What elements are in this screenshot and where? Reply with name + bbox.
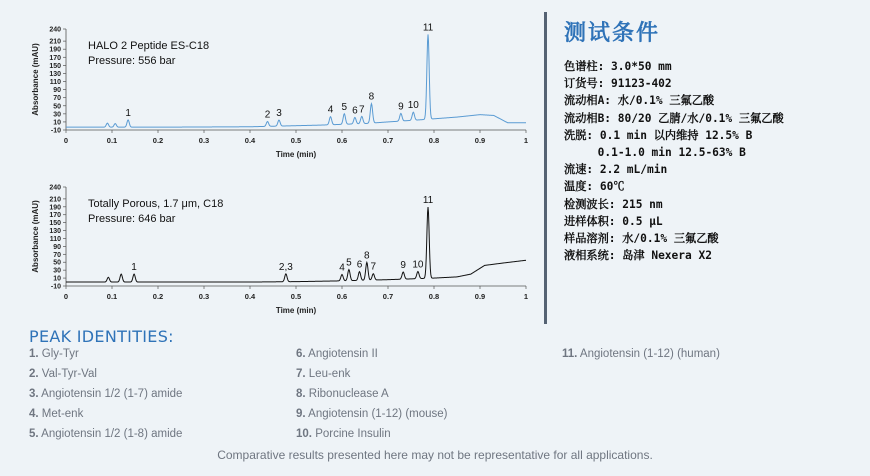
peak-name: Porcine Insulin <box>312 428 391 440</box>
peak-number: 8. <box>296 388 306 400</box>
x-tick-label: 0.5 <box>290 136 302 145</box>
x-tick-label: 0.4 <box>244 292 256 301</box>
peak-identity-item <box>296 368 350 380</box>
x-tick-label: 0 <box>63 136 69 145</box>
peak-label: 7 <box>370 261 377 273</box>
x-tick-label: 0.8 <box>428 292 440 301</box>
peak-number: 1. <box>29 348 39 360</box>
x-axis-label: Time (min) <box>275 306 317 315</box>
condition-line: 0.1-1.0 min 12.5-63% B <box>564 146 746 160</box>
peak-name: Met-enk <box>38 408 84 420</box>
x-axis-label: Time (min) <box>275 150 317 159</box>
peak-label: 7 <box>358 104 365 116</box>
peak-identity-item <box>29 368 97 380</box>
footer-disclaimer: Comparative results presented here may not be representative for all applications. <box>217 448 653 462</box>
peak-label: 3 <box>276 108 282 120</box>
conditions-title: 测试条件 <box>564 21 661 46</box>
x-tick-label: 0.4 <box>244 136 256 145</box>
x-tick-label: 0.7 <box>382 136 394 145</box>
y-tick-label: 110 <box>49 235 61 243</box>
y-axis-label: Absorbance (mAU) <box>31 200 40 273</box>
x-tick-label: 1 <box>523 136 529 145</box>
peak-identities-title: PEAK IDENTITIES: <box>29 327 174 346</box>
peak-name: Angiotensin 1/2 (1-8) amide <box>38 428 183 440</box>
condition-line: 订货号: 91123-402 <box>564 77 672 91</box>
x-tick-label: 0.3 <box>198 136 210 145</box>
y-tick-label: 50 <box>53 103 61 111</box>
condition-line: 样品溶剂: 水/0.1% 三氟乙酸 <box>564 232 719 246</box>
peak-label: 10 <box>412 259 424 271</box>
peak-number: 11. <box>562 348 578 360</box>
x-tick-label: 1 <box>523 292 529 301</box>
peak-name: Angiotensin 1/2 (1-7) amide <box>38 388 183 400</box>
peak-identity-item <box>296 348 378 360</box>
condition-line: 进样体积: 0.5 μL <box>564 214 663 228</box>
y-tick-label: 90 <box>53 243 61 251</box>
y-tick-label: 10 <box>53 119 61 127</box>
x-tick-label: 0.1 <box>106 292 118 301</box>
chart-title: HALO 2 Peptide ES-C18 <box>88 40 210 52</box>
peak-label: 8 <box>364 250 370 262</box>
y-tick-label: 130 <box>49 70 61 78</box>
peak-name: Angiotensin (1-12) (human) <box>577 348 720 360</box>
peak-identity-item <box>29 408 83 420</box>
peak-name: Angiotensin II <box>305 348 378 360</box>
chart-subtitle: Pressure: 556 bar <box>88 55 176 67</box>
condition-line: 温度: 60℃ <box>564 180 625 194</box>
peak-identity-item <box>296 408 448 420</box>
y-tick-label: 30 <box>53 111 61 119</box>
peak-label: 4 <box>339 262 345 274</box>
y-tick-label: 70 <box>53 251 61 259</box>
peak-identity-item <box>29 348 79 360</box>
y-tick-label: -10 <box>50 127 61 135</box>
y-axis-label: Absorbance (mAU) <box>31 43 40 116</box>
condition-line: 流动相B: 80/20 乙腈/水/0.1% 三氟乙酸 <box>564 111 784 125</box>
x-tick-label: 0.2 <box>152 292 164 301</box>
chart-subtitle: Pressure: 646 bar <box>88 213 176 225</box>
y-tick-label: 30 <box>53 267 61 275</box>
peak-number: 3. <box>29 388 39 400</box>
y-tick-label: 240 <box>49 26 61 34</box>
y-tick-label: 130 <box>49 228 61 236</box>
x-tick-label: 0.3 <box>198 292 210 301</box>
y-tick-label: 170 <box>49 212 61 220</box>
x-tick-label: 0.7 <box>382 292 394 301</box>
y-tick-label: 150 <box>49 62 61 70</box>
y-tick-label: 90 <box>53 87 61 95</box>
peak-name: Gly-Tyr <box>38 348 79 360</box>
peak-identity-item <box>296 428 391 440</box>
y-tick-label: 190 <box>49 46 61 54</box>
x-tick-label: 0.5 <box>290 292 302 301</box>
chromatogram-panel <box>0 0 540 325</box>
peak-label: 1 <box>125 107 131 119</box>
peak-number: 7. <box>296 368 306 380</box>
x-tick-label: 0 <box>63 292 69 301</box>
y-tick-label: -10 <box>50 283 61 291</box>
condition-line: 液相系统: 岛津 Nexera X2 <box>564 249 712 263</box>
peak-label: 11 <box>422 22 434 34</box>
condition-line: 检测波长: 215 nm <box>564 197 663 211</box>
x-tick-label: 0.1 <box>106 136 118 145</box>
peak-identity-item <box>562 348 720 360</box>
y-tick-label: 240 <box>49 184 61 192</box>
peak-label: 10 <box>407 100 419 112</box>
x-tick-label: 0.6 <box>336 136 348 145</box>
peak-identity-item <box>29 428 182 440</box>
condition-line: 流动相A: 水/0.1% 三氟乙酸 <box>564 94 715 108</box>
peak-label: 6 <box>352 105 358 117</box>
x-tick-label: 0.2 <box>152 136 164 145</box>
condition-line: 流速: 2.2 mL/min <box>564 163 668 177</box>
peak-label: 2,3 <box>278 261 293 273</box>
peak-number: 6. <box>296 348 306 360</box>
peak-label: 8 <box>368 91 375 103</box>
conditions-divider <box>544 12 547 324</box>
peak-label: 6 <box>356 259 363 271</box>
peak-label: 11 <box>422 195 434 207</box>
peak-label: 1 <box>131 262 137 274</box>
y-tick-label: 70 <box>53 95 61 103</box>
peak-number: 4. <box>29 408 39 420</box>
peak-label: 5 <box>341 101 348 113</box>
y-tick-label: 210 <box>49 38 61 46</box>
peak-number: 2. <box>29 368 39 380</box>
x-tick-label: 0.9 <box>474 292 486 301</box>
peak-identity-item <box>296 388 389 400</box>
peak-label: 9 <box>400 260 406 272</box>
y-tick-label: 10 <box>53 275 61 283</box>
y-tick-label: 190 <box>49 204 61 212</box>
peak-number: 5. <box>29 428 39 440</box>
peak-name: Val-Tyr-Val <box>38 368 97 380</box>
peak-name: Ribonuclease A <box>305 388 389 400</box>
chart-title: Totally Porous, 1.7 μm, C18 <box>88 198 224 210</box>
y-tick-label: 170 <box>49 54 61 62</box>
peak-number: 10. <box>296 428 312 440</box>
condition-line: 洗脱: 0.1 min 以内维持 12.5% B <box>564 128 753 142</box>
peak-name: Angiotensin (1-12) (mouse) <box>305 408 448 420</box>
x-tick-label: 0.8 <box>428 136 440 145</box>
peak-label: 2 <box>264 109 271 121</box>
peak-name: Leu-enk <box>305 368 351 380</box>
peak-label: 4 <box>327 104 334 116</box>
y-tick-label: 110 <box>49 79 61 87</box>
y-tick-label: 150 <box>49 220 61 228</box>
x-tick-label: 0.9 <box>474 136 486 145</box>
conditions-list <box>564 58 784 264</box>
y-tick-label: 210 <box>49 196 61 204</box>
peak-number: 9. <box>296 408 306 420</box>
peak-identity-item <box>29 388 182 400</box>
peak-label: 9 <box>398 101 404 113</box>
x-tick-label: 0.6 <box>336 292 348 301</box>
y-tick-label: 50 <box>53 259 61 267</box>
condition-line: 色谱柱: 3.0*50 mm <box>564 60 672 73</box>
peak-label: 5 <box>346 257 352 269</box>
